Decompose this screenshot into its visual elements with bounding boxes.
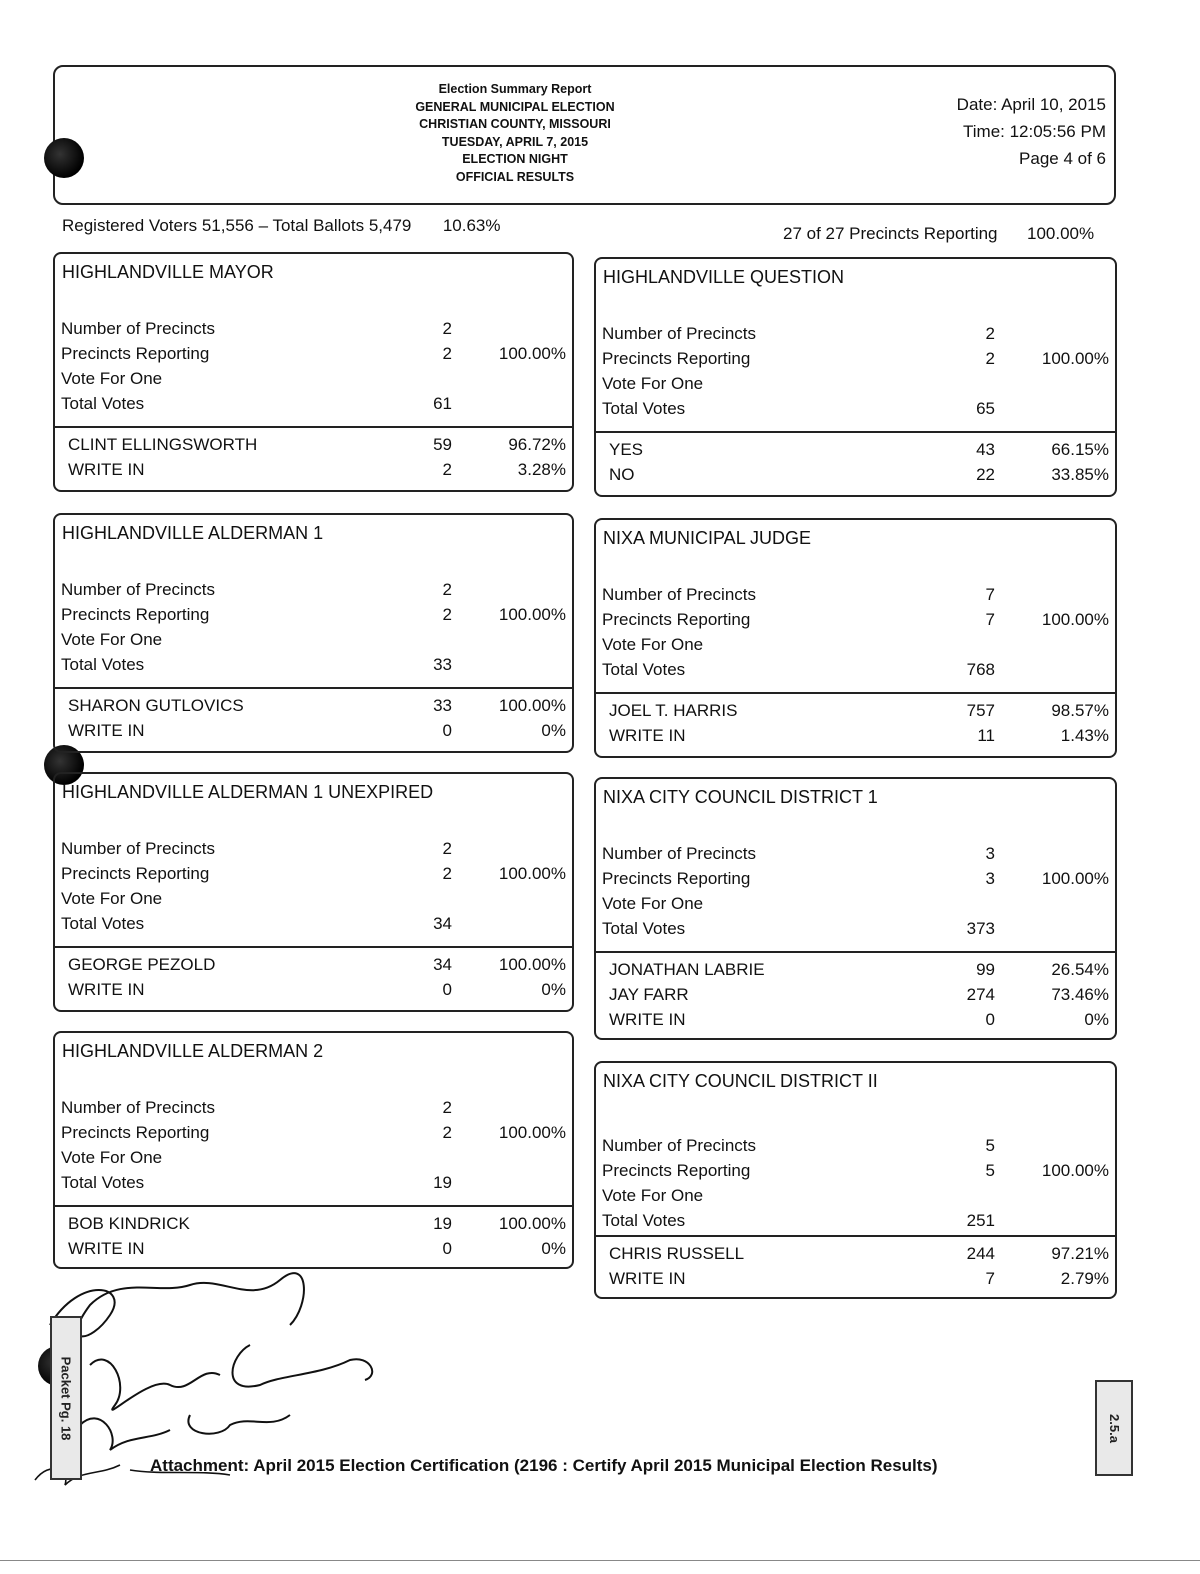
stat-pct: 100.00% bbox=[1041, 869, 1109, 888]
candidate-pct: 98.57% bbox=[1051, 701, 1109, 720]
stat-row bbox=[61, 1095, 572, 1120]
candidate-pct: 96.72% bbox=[508, 435, 566, 454]
candidate-name: WRITE IN bbox=[68, 721, 145, 740]
precincts-reporting-pct: 100.00% bbox=[1026, 224, 1095, 243]
candidate-list bbox=[609, 957, 1115, 1032]
stat-value: 65 bbox=[976, 399, 995, 418]
candidate-pct: 0% bbox=[541, 980, 566, 999]
candidate-list bbox=[609, 698, 1115, 748]
candidate-votes: 43 bbox=[976, 440, 995, 459]
stat-row bbox=[61, 1170, 572, 1195]
candidate-name: GEORGE PEZOLD bbox=[68, 955, 216, 974]
candidate-row bbox=[68, 432, 572, 457]
stat-row bbox=[602, 657, 1115, 682]
precincts-reporting-total: 27 of 27 Precincts Reporting bbox=[783, 224, 998, 243]
candidate-name: CHRIS RUSSELL bbox=[609, 1244, 745, 1263]
stat-row bbox=[602, 607, 1115, 632]
candidate-votes: 757 bbox=[966, 701, 995, 720]
candidate-row bbox=[609, 462, 1115, 487]
divider bbox=[596, 692, 1115, 694]
stat-value: 3 bbox=[985, 869, 995, 888]
stat-value: 2 bbox=[442, 344, 452, 363]
stat-row bbox=[602, 841, 1115, 866]
race-stats bbox=[602, 321, 1115, 421]
candidate-row bbox=[609, 1241, 1115, 1266]
race-title: NIXA MUNICIPAL JUDGE bbox=[603, 528, 812, 548]
stat-label: Total Votes bbox=[61, 1173, 145, 1192]
candidate-votes: 0 bbox=[985, 1010, 995, 1029]
stat-pct: 100.00% bbox=[498, 864, 566, 883]
stat-row bbox=[602, 916, 1115, 941]
stat-pct: 100.00% bbox=[498, 344, 566, 363]
stat-row bbox=[61, 627, 572, 652]
candidate-row bbox=[68, 718, 572, 743]
stat-value: 5 bbox=[985, 1136, 995, 1155]
stat-label: Total Votes bbox=[602, 399, 686, 418]
stat-value: 2 bbox=[442, 319, 452, 338]
stat-label: Precincts Reporting bbox=[61, 1123, 210, 1142]
stat-value: 2 bbox=[442, 1123, 452, 1142]
candidate-pct: 73.46% bbox=[1051, 985, 1109, 1004]
race-title: HIGHLANDVILLE ALDERMAN 1 bbox=[62, 523, 324, 543]
county-name: CHRISTIAN COUNTY, MISSOURI bbox=[419, 117, 611, 131]
divider bbox=[55, 426, 572, 428]
divider bbox=[55, 1205, 572, 1207]
stat-row bbox=[61, 391, 572, 416]
candidate-name: CLINT ELLINGSWORTH bbox=[68, 435, 258, 454]
candidate-votes: 2 bbox=[442, 460, 452, 479]
candidate-list bbox=[68, 1211, 572, 1261]
stat-value: 2 bbox=[985, 324, 995, 343]
report-meta bbox=[957, 91, 1106, 172]
candidate-name: JAY FARR bbox=[609, 985, 689, 1004]
stat-row bbox=[61, 577, 572, 602]
candidate-votes: 0 bbox=[442, 980, 452, 999]
candidate-pct: 100.00% bbox=[498, 955, 566, 974]
candidate-votes: 0 bbox=[442, 1239, 452, 1258]
candidate-row bbox=[609, 1266, 1115, 1291]
stat-label: Total Votes bbox=[61, 394, 145, 413]
stat-label: Precincts Reporting bbox=[602, 869, 751, 888]
stat-row bbox=[61, 861, 572, 886]
candidate-row bbox=[68, 952, 572, 977]
stat-label: Vote For One bbox=[61, 889, 163, 908]
stat-value: 61 bbox=[433, 394, 452, 413]
stat-row bbox=[602, 582, 1115, 607]
race-stats bbox=[61, 1095, 572, 1195]
stat-value: 3 bbox=[985, 844, 995, 863]
candidate-row bbox=[609, 723, 1115, 748]
stat-label: Total Votes bbox=[602, 1211, 686, 1230]
candidate-list bbox=[68, 952, 572, 1002]
candidate-row bbox=[609, 957, 1115, 982]
candidate-votes: 0 bbox=[442, 721, 452, 740]
report-header bbox=[53, 65, 1116, 205]
candidate-pct: 0% bbox=[1084, 1010, 1109, 1029]
race-highlandville-alderman-1-unexpired bbox=[53, 772, 574, 1012]
divider bbox=[596, 1235, 1115, 1237]
race-stats bbox=[61, 316, 572, 416]
stat-row bbox=[61, 652, 572, 677]
stat-row bbox=[61, 886, 572, 911]
candidate-name: SHARON GUTLOVICS bbox=[68, 696, 244, 715]
stat-label: Total Votes bbox=[602, 660, 686, 679]
candidate-name: JONATHAN LABRIE bbox=[609, 960, 765, 979]
candidate-votes: 11 bbox=[977, 726, 995, 745]
stat-label: Vote For One bbox=[61, 630, 163, 649]
stat-label: Precincts Reporting bbox=[61, 864, 210, 883]
stat-label: Total Votes bbox=[602, 919, 686, 938]
report-time: Time: 12:05:56 PM bbox=[963, 122, 1106, 141]
candidate-row bbox=[68, 693, 572, 718]
candidate-pct: 100.00% bbox=[498, 696, 566, 715]
stat-label: Number of Precincts bbox=[602, 585, 756, 604]
candidate-pct: 1.43% bbox=[1060, 726, 1109, 745]
candidate-name: BOB KINDRICK bbox=[68, 1214, 190, 1233]
page-number: Page 4 of 6 bbox=[1019, 149, 1106, 168]
candidate-row bbox=[609, 982, 1115, 1007]
stat-row bbox=[61, 316, 572, 341]
race-stats bbox=[602, 582, 1115, 682]
stat-label: Number of Precincts bbox=[61, 319, 215, 338]
bottom-rule bbox=[0, 1560, 1200, 1561]
stat-label: Precincts Reporting bbox=[602, 1161, 751, 1180]
race-title: HIGHLANDVILLE QUESTION bbox=[603, 267, 845, 287]
stat-label: Number of Precincts bbox=[602, 324, 756, 343]
stat-label: Vote For One bbox=[602, 894, 704, 913]
race-highlandville-alderman-2 bbox=[53, 1031, 574, 1269]
turnout-pct: 10.63% bbox=[442, 216, 501, 235]
candidate-name: WRITE IN bbox=[609, 1010, 686, 1029]
election-name: GENERAL MUNICIPAL ELECTION bbox=[415, 99, 615, 114]
race-nixa-municipal-judge bbox=[594, 518, 1117, 758]
stat-label: Vote For One bbox=[602, 635, 704, 654]
candidate-votes: 59 bbox=[433, 435, 452, 454]
candidate-votes: 19 bbox=[433, 1214, 452, 1233]
stat-pct: 100.00% bbox=[1041, 349, 1109, 368]
stat-row bbox=[61, 602, 572, 627]
election-date: TUESDAY, APRIL 7, 2015 bbox=[441, 134, 589, 149]
divider bbox=[55, 946, 572, 948]
candidate-row bbox=[68, 977, 572, 1002]
race-stats bbox=[61, 577, 572, 677]
stat-value: 34 bbox=[433, 914, 452, 933]
candidate-list bbox=[68, 432, 572, 482]
stat-row bbox=[61, 366, 572, 391]
race-title: NIXA CITY COUNCIL DISTRICT 1 bbox=[603, 787, 878, 807]
stat-value: 2 bbox=[442, 864, 452, 883]
stat-label: Number of Precincts bbox=[602, 1136, 756, 1155]
stat-value: 7 bbox=[985, 610, 995, 629]
candidate-name: WRITE IN bbox=[68, 1239, 145, 1258]
stat-row bbox=[602, 1133, 1115, 1158]
candidate-pct: 97.21% bbox=[1051, 1244, 1109, 1263]
stat-pct: 100.00% bbox=[498, 1123, 566, 1142]
attachment-footer: Attachment: April 2015 Election Certification (2196 : Certify April 2015 Municipal Election Results) bbox=[150, 1456, 938, 1475]
election-night: ELECTION NIGHT bbox=[462, 152, 568, 166]
candidate-name: YES bbox=[609, 440, 644, 459]
race-highlandville-question bbox=[594, 257, 1117, 497]
candidate-row bbox=[68, 457, 572, 482]
candidate-name: WRITE IN bbox=[609, 726, 686, 745]
race-nixa-city-council-district-ii bbox=[594, 1061, 1117, 1299]
stat-row bbox=[602, 346, 1115, 371]
stat-row bbox=[602, 1208, 1115, 1233]
race-title: NIXA CITY COUNCIL DISTRICT II bbox=[603, 1071, 878, 1091]
candidate-votes: 274 bbox=[966, 985, 995, 1004]
stat-row bbox=[61, 1120, 572, 1145]
candidate-row bbox=[68, 1236, 572, 1261]
stat-row bbox=[602, 371, 1115, 396]
candidate-pct: 33.85% bbox=[1051, 465, 1109, 484]
stat-label: Number of Precincts bbox=[61, 839, 215, 858]
divider bbox=[55, 687, 572, 689]
stat-label: Number of Precincts bbox=[61, 1098, 215, 1117]
stat-pct: 100.00% bbox=[1041, 610, 1109, 629]
stat-label: Total Votes bbox=[61, 655, 145, 674]
stat-label: Precincts Reporting bbox=[61, 344, 210, 363]
candidate-list bbox=[68, 693, 572, 743]
stat-row bbox=[61, 836, 572, 861]
stat-label: Precincts Reporting bbox=[602, 349, 751, 368]
packet-page-stamp: Packet Pg. 18 bbox=[50, 1316, 82, 1480]
report-date: Date: April 10, 2015 bbox=[956, 95, 1106, 114]
official-results: OFFICIAL RESULTS bbox=[455, 169, 575, 184]
stat-pct: 100.00% bbox=[1041, 1161, 1109, 1180]
divider bbox=[596, 431, 1115, 433]
stat-label: Precincts Reporting bbox=[61, 605, 210, 624]
race-title: HIGHLANDVILLE ALDERMAN 2 bbox=[62, 1041, 324, 1061]
stat-row bbox=[602, 1183, 1115, 1208]
candidate-pct: 0% bbox=[541, 721, 566, 740]
stat-row bbox=[602, 1158, 1115, 1183]
stat-value: 251 bbox=[966, 1211, 995, 1230]
race-stats bbox=[602, 841, 1115, 941]
stat-value: 5 bbox=[985, 1161, 995, 1180]
stat-label: Number of Precincts bbox=[602, 844, 756, 863]
registered-voters: Registered Voters 51,556 – Total Ballots 5,479 bbox=[62, 216, 412, 235]
candidate-name: WRITE IN bbox=[68, 980, 145, 999]
candidate-votes: 34 bbox=[433, 955, 452, 974]
candidate-row bbox=[609, 698, 1115, 723]
item-number-stamp: 2.5.a bbox=[1095, 1380, 1133, 1476]
candidate-row bbox=[609, 437, 1115, 462]
candidate-votes: 22 bbox=[976, 465, 995, 484]
stat-label: Total Votes bbox=[61, 914, 145, 933]
stat-value: 33 bbox=[433, 655, 452, 674]
candidate-votes: 244 bbox=[966, 1244, 995, 1263]
candidate-list bbox=[609, 437, 1115, 487]
stat-row bbox=[602, 632, 1115, 657]
stat-label: Number of Precincts bbox=[61, 580, 215, 599]
candidate-votes: 7 bbox=[985, 1269, 995, 1288]
stat-row bbox=[602, 866, 1115, 891]
report-title: Election Summary Report bbox=[438, 82, 592, 96]
stat-pct: 100.00% bbox=[498, 605, 566, 624]
stat-row bbox=[61, 911, 572, 936]
stat-value: 2 bbox=[442, 580, 452, 599]
candidate-row bbox=[609, 1007, 1115, 1032]
stat-value: 2 bbox=[442, 605, 452, 624]
candidate-pct: 26.54% bbox=[1051, 960, 1109, 979]
stat-value: 768 bbox=[966, 660, 995, 679]
precinct-summary bbox=[783, 224, 1094, 244]
race-stats bbox=[602, 1133, 1115, 1233]
race-title: HIGHLANDVILLE MAYOR bbox=[62, 262, 274, 282]
candidate-votes: 99 bbox=[976, 960, 995, 979]
candidate-pct: 100.00% bbox=[498, 1214, 566, 1233]
candidate-pct: 0% bbox=[541, 1239, 566, 1258]
binder-hole-top bbox=[44, 138, 84, 178]
stat-label: Precincts Reporting bbox=[602, 610, 751, 629]
candidate-pct: 2.79% bbox=[1060, 1269, 1109, 1288]
race-title: HIGHLANDVILLE ALDERMAN 1 UNEXPIRED bbox=[62, 782, 434, 802]
candidate-list bbox=[609, 1241, 1115, 1291]
stat-row bbox=[602, 321, 1115, 346]
stat-value: 7 bbox=[985, 585, 995, 604]
race-highlandville-alderman-1 bbox=[53, 513, 574, 753]
candidate-pct: 3.28% bbox=[517, 460, 566, 479]
candidate-name: WRITE IN bbox=[68, 460, 145, 479]
stat-row bbox=[602, 396, 1115, 421]
race-highlandville-mayor bbox=[53, 252, 574, 492]
stat-row bbox=[61, 341, 572, 366]
stat-value: 373 bbox=[966, 919, 995, 938]
candidate-votes: 33 bbox=[433, 696, 452, 715]
stat-value: 2 bbox=[442, 839, 452, 858]
race-nixa-city-council-district-1 bbox=[594, 777, 1117, 1040]
stat-value: 2 bbox=[442, 1098, 452, 1117]
candidate-row bbox=[68, 1211, 572, 1236]
stat-label: Vote For One bbox=[61, 369, 163, 388]
stat-label: Vote For One bbox=[602, 1186, 704, 1205]
stat-label: Vote For One bbox=[61, 1148, 163, 1167]
race-stats bbox=[61, 836, 572, 936]
divider bbox=[596, 951, 1115, 953]
voter-summary bbox=[62, 216, 501, 236]
candidate-name: NO bbox=[609, 465, 635, 484]
stat-row bbox=[602, 891, 1115, 916]
stat-value: 2 bbox=[985, 349, 995, 368]
candidate-name: WRITE IN bbox=[609, 1269, 686, 1288]
candidate-name: JOEL T. HARRIS bbox=[609, 701, 738, 720]
stat-row bbox=[61, 1145, 572, 1170]
report-title-block bbox=[385, 81, 645, 186]
stat-value: 19 bbox=[433, 1173, 452, 1192]
stat-label: Vote For One bbox=[602, 374, 704, 393]
candidate-pct: 66.15% bbox=[1051, 440, 1109, 459]
